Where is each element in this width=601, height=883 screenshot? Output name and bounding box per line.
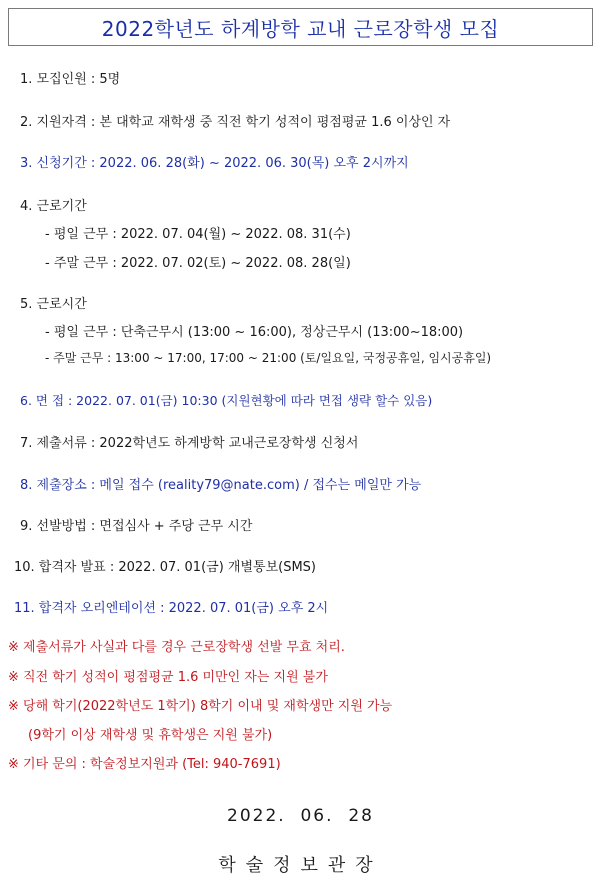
page-title: 2022학년도 하계방학 교내 근로장학생 모집	[101, 16, 500, 41]
item-work-period-weekend: - 주말 근무 : 2022. 07. 02(토) ~ 2022. 08. 28(일)	[45, 256, 351, 271]
item-submission-place: 8. 제출장소 : 메일 접수 (reality79@nate.com) / 접수는 메일만 가능	[20, 478, 422, 493]
item-eligibility: 2. 지원자격 : 본 대학교 재학생 중 직전 학기 성적이 평점평균 1.6 이상인 자	[20, 115, 451, 130]
note-contact: ※ 기타 문의 : 학술정보지원과 (Tel: 940-7691)	[8, 757, 281, 772]
note-grade-requirement: ※ 직전 학기 성적이 평점평균 1.6 미만인 자는 지원 불가	[8, 670, 328, 685]
item-work-hours-heading: 5. 근로시간	[20, 297, 87, 312]
issuer-name: 학술정보관장	[218, 855, 383, 876]
item-work-period-weekday: - 평일 근무 : 2022. 07. 04(월) ~ 2022. 08. 31(수)	[45, 227, 351, 242]
item-announcement: 10. 합격자 발표 : 2022. 07. 01(금) 개별통보(SMS)	[14, 560, 317, 575]
note-semester-limit-detail: (9학기 이상 재학생 및 휴학생은 지원 불가)	[28, 728, 273, 743]
item-work-hours-weekday: - 평일 근무 : 단축근무시 (13:00 ~ 16:00), 정상근무시 (13:00~18:00)	[45, 325, 464, 340]
note-semester-limit: ※ 당해 학기(2022학년도 1학기) 8학기 이내 및 재학생만 지원 가능	[8, 699, 393, 714]
item-application-period: 3. 신청기간 : 2022. 06. 28(화) ~ 2022. 06. 30(목) 오후 2시까지	[20, 156, 409, 171]
item-documents: 7. 제출서류 : 2022학년도 하계방학 교내근로장학생 신청서	[20, 436, 359, 451]
item-work-period-heading: 4. 근로기간	[20, 199, 87, 214]
item-selection-method: 9. 선발방법 : 면접심사 + 주당 근무 시간	[20, 519, 253, 534]
item-interview: 6. 면 접 : 2022. 07. 01(금) 10:30 (지원현황에 따라 면접 생략 할수 있음)	[20, 393, 433, 408]
item-work-hours-weekend: - 주말 근무 : 13:00 ~ 17:00, 17:00 ~ 21:00 (토/일요일, 국정공휴일, 임시공휴일)	[45, 351, 492, 365]
item-recruit-count: 1. 모집인원 : 5명	[20, 72, 121, 87]
announcement-date: 2022. 06. 28	[227, 806, 374, 826]
item-orientation: 11. 합격자 오리엔테이션 : 2022. 07. 01(금) 오후 2시	[14, 601, 329, 616]
title-banner	[8, 8, 593, 46]
note-invalid-documents: ※ 제출서류가 사실과 다를 경우 근로장학생 선발 무효 처리.	[8, 640, 345, 655]
